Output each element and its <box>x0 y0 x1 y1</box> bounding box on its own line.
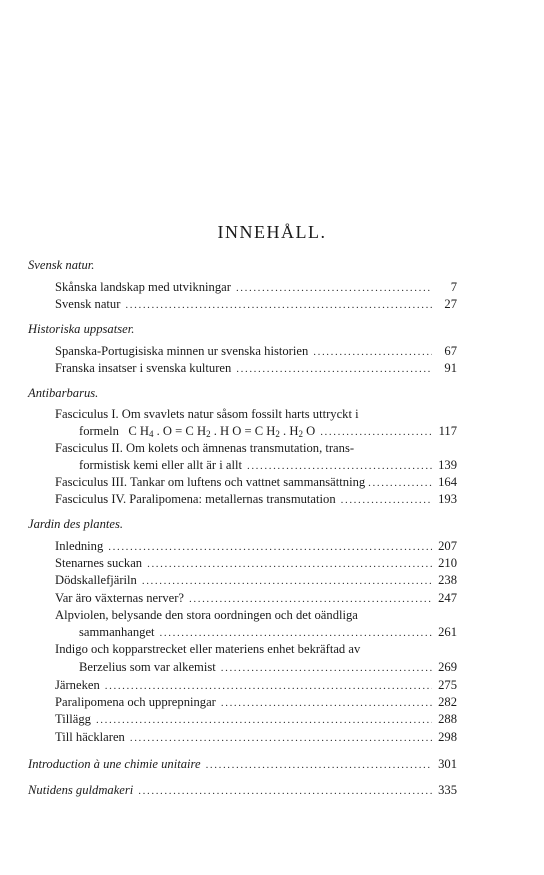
chemical-formula: C $H_4$ . O = C $H_2$ . H O = C $H_2$ . $H_2$ O <box>122 424 316 439</box>
toc-entry-label: Paralipomena och upprepningar <box>55 695 216 709</box>
toc-entry <box>55 729 457 746</box>
toc-entry-label: Inledning <box>55 539 104 553</box>
toc-entry-page: 67 <box>444 344 457 358</box>
toc-entry <box>55 572 457 589</box>
toc-entry <box>55 474 457 491</box>
toc-entry-label: Fasciculus II. Om kolets och ämnenas transmutation, trans- <box>55 441 355 455</box>
toc-entry-page: 193 <box>438 492 457 506</box>
toc-entry-label-continuation: sammanhanget <box>79 625 155 639</box>
toc-entry-page: 207 <box>438 539 457 553</box>
toc-entry <box>55 360 457 377</box>
toc-entry <box>55 555 457 572</box>
toc-entry-label: Tillägg <box>55 712 91 726</box>
toc-entry <box>55 491 457 508</box>
leader-dots <box>313 344 432 360</box>
leader-dots <box>147 556 432 572</box>
page-title: INNEHÅLL. <box>217 222 327 242</box>
toc-entry-page: 335 <box>438 783 457 797</box>
leader-dots <box>138 783 432 799</box>
toc-entry-page: 269 <box>438 660 457 674</box>
toc-entry-line1 <box>55 641 457 657</box>
toc-entry <box>55 343 457 360</box>
leader-dots <box>96 712 432 728</box>
leader-dots <box>341 492 432 508</box>
toc-entry-page: 288 <box>438 712 457 726</box>
toc-entry-page: 261 <box>438 625 457 639</box>
section-heading-svensk-natur: Svensk natur. <box>28 258 95 272</box>
leader-dots <box>142 573 432 589</box>
toc-entry-label: Skånska landskap med utvikningar <box>55 280 231 294</box>
leader-dots <box>320 424 432 440</box>
toc-entry-label: Alpviolen, belysande den stora oordningen och det oändliga <box>55 608 358 622</box>
toc-entry-label: Franska insatser i svenska kulturen <box>55 361 232 375</box>
leader-dots <box>247 458 432 474</box>
toc-entry-label: Järneken <box>55 678 100 692</box>
toc-entry-page: 275 <box>438 678 457 692</box>
toc-entry-label: Nutidens guldmakeri <box>28 783 134 797</box>
toc-entry-top-level <box>28 756 457 773</box>
section-heading-jardin-des-plantes: Jardin des plantes. <box>28 517 124 531</box>
leader-dots <box>105 678 432 694</box>
toc-entry <box>55 711 457 728</box>
toc-entry-top-level <box>28 782 457 799</box>
leader-dots <box>130 730 432 746</box>
leader-dots <box>160 625 432 641</box>
toc-entry-page: 282 <box>438 695 457 709</box>
toc-entry-label: Svensk natur <box>55 297 121 311</box>
toc-entry <box>55 279 457 296</box>
leader-dots <box>125 297 432 313</box>
toc-entry-label: Till häcklaren <box>55 730 125 744</box>
section-heading-antibarbarus: Antibarbarus. <box>28 386 99 400</box>
toc-entry <box>55 694 457 711</box>
toc-entry-line1 <box>55 440 457 456</box>
leader-dots <box>221 695 432 711</box>
toc-entry-page: 210 <box>438 556 457 570</box>
toc-entry <box>55 590 457 607</box>
toc-entry-label: Stenarnes suckan <box>55 556 143 570</box>
toc-entry-page: 298 <box>438 730 457 744</box>
toc-entry-continuation <box>79 457 457 474</box>
leader-dots <box>108 539 432 555</box>
toc-entry <box>55 538 457 555</box>
toc-entry-continuation <box>79 659 457 676</box>
toc-entry-label-continuation: Berzelius som var alkemist <box>79 660 216 674</box>
toc-entry-label: Fasciculus III. Tankar om luftens och vattnet sammansättning <box>55 475 366 489</box>
toc-entry-page: 301 <box>438 757 457 771</box>
toc-entry <box>55 677 457 694</box>
toc-entry-label: Fasciculus IV. Paralipomena: metallernas transmutation <box>55 492 336 506</box>
toc-entry-line1 <box>55 607 457 623</box>
leader-dots <box>368 475 434 491</box>
toc-entry-page: 27 <box>444 297 457 311</box>
leader-dots <box>206 757 432 773</box>
toc-entry-label: Spanska-Portugisiska minnen ur svenska historien <box>55 344 309 358</box>
toc-entry-line1 <box>55 406 457 422</box>
formula-prefix: formeln <box>79 424 119 438</box>
toc-entry-label-continuation: formistisk kemi eller allt är i allt <box>79 458 242 472</box>
leader-dots <box>221 660 432 676</box>
toc-entry-label: Introduction à une chimie unitaire <box>28 757 201 771</box>
toc-entry-label: Dödskallefjäriln <box>55 573 137 587</box>
toc-entry-page: 91 <box>444 361 457 375</box>
leader-dots <box>189 591 432 607</box>
toc-entry-label: Fasciculus I. Om svavlets natur såsom fossilt harts uttryckt i <box>55 407 359 421</box>
section-heading-historiska-uppsatser: Historiska uppsatser. <box>28 322 135 336</box>
toc-entry-page: 247 <box>438 591 457 605</box>
toc-entry-page: 117 <box>438 424 457 438</box>
toc-entry-continuation <box>79 624 457 641</box>
toc-entry-page: 238 <box>438 573 457 587</box>
toc-entry-label: Var äro växternas nerver? <box>55 591 185 605</box>
toc-entry-page: 139 <box>438 458 457 472</box>
toc-entry-page: 164 <box>438 475 457 489</box>
toc-entry <box>55 296 457 313</box>
toc-entry-page: 7 <box>450 280 457 294</box>
leader-dots <box>236 361 432 377</box>
toc-entry-label: Indigo och kopparstrecket eller materiens enhet bekräftad av <box>55 642 361 656</box>
leader-dots <box>236 280 432 296</box>
